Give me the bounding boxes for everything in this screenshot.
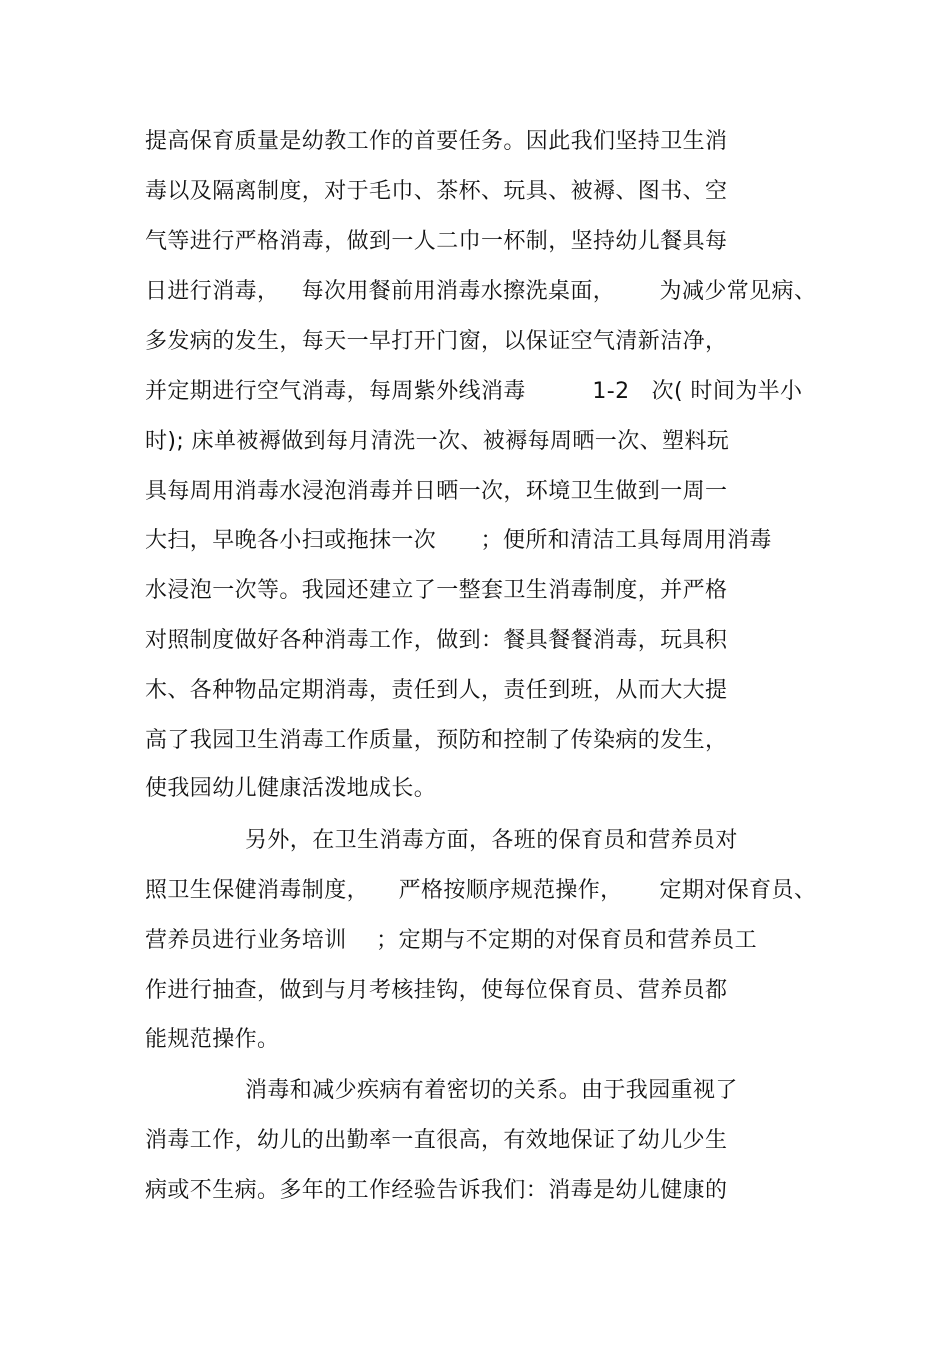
- paragraph-line: 毒以及隔离制度，对于毛巾、茶杯、玩具、被褥、图书、空: [145, 179, 728, 204]
- paragraph-line: 水浸泡一次等。我园还建立了一整套卫生消毒制度，并严格: [145, 578, 728, 603]
- paragraph-line: 作进行抽查，做到与月考核挂钩，使每位保育员、营养员都: [145, 978, 728, 1003]
- paragraph-line: 高了我园卫生消毒工作质量，预防和控制了传染病的发生，: [145, 728, 728, 753]
- paragraph-line: 并定期进行空气消毒，每周紫外线消毒 1-2 次( 时间为半小: [145, 379, 803, 404]
- paragraph-line: 能规范操作。: [145, 1027, 280, 1052]
- paragraph-line: 对照制度做好各种消毒工作，做到：餐具餐餐消毒，玩具积: [145, 628, 728, 653]
- paragraph-line: 大扫，早晚各小扫或拖抹一次 ；便所和清洁工具每周用消毒: [145, 528, 772, 553]
- paragraph-line: 提高保育质量是幼教工作的首要任务。因此我们坚持卫生消: [145, 129, 728, 154]
- paragraph-line: 使我园幼儿健康活泼地成长。: [145, 776, 437, 801]
- paragraph-line: 具每周用消毒水浸泡消毒并日晒一次，环境卫生做到一周一: [145, 479, 728, 504]
- paragraph-line: 消毒工作，幼儿的出勤率一直很高，有效地保证了幼儿少生: [145, 1128, 728, 1153]
- paragraph-line: 病或不生病。多年的工作经验告诉我们：消毒是幼儿健康的: [145, 1178, 728, 1203]
- paragraph-line: 时); 床单被褥做到每月清洗一次、被褥每周晒一次、塑料玩: [145, 429, 730, 454]
- paragraph-line: 多发病的发生，每天一早打开门窗，以保证空气清新洁净，: [145, 329, 728, 354]
- paragraph-line: 日进行消毒， 每次用餐前用消毒水擦洗桌面， 为减少常见病、: [145, 279, 817, 304]
- paragraph-line: 照卫生保健消毒制度， 严格按顺序规范操作， 定期对保育员、: [145, 878, 817, 903]
- paragraph-line: 营养员进行业务培训 ；定期与不定期的对保育员和营养员工: [145, 928, 757, 953]
- paragraph-first-line: 消毒和减少疾病有着密切的关系。由于我园重视了: [245, 1078, 738, 1103]
- paragraph-line: 木、各种物品定期消毒，责任到人，责任到班，从而大大提: [145, 678, 728, 703]
- paragraph-line: 气等进行严格消毒，做到一人二巾一杯制，坚持幼儿餐具每: [145, 229, 728, 254]
- paragraph-first-line: 另外，在卫生消毒方面，各班的保育员和营养员对: [245, 828, 738, 853]
